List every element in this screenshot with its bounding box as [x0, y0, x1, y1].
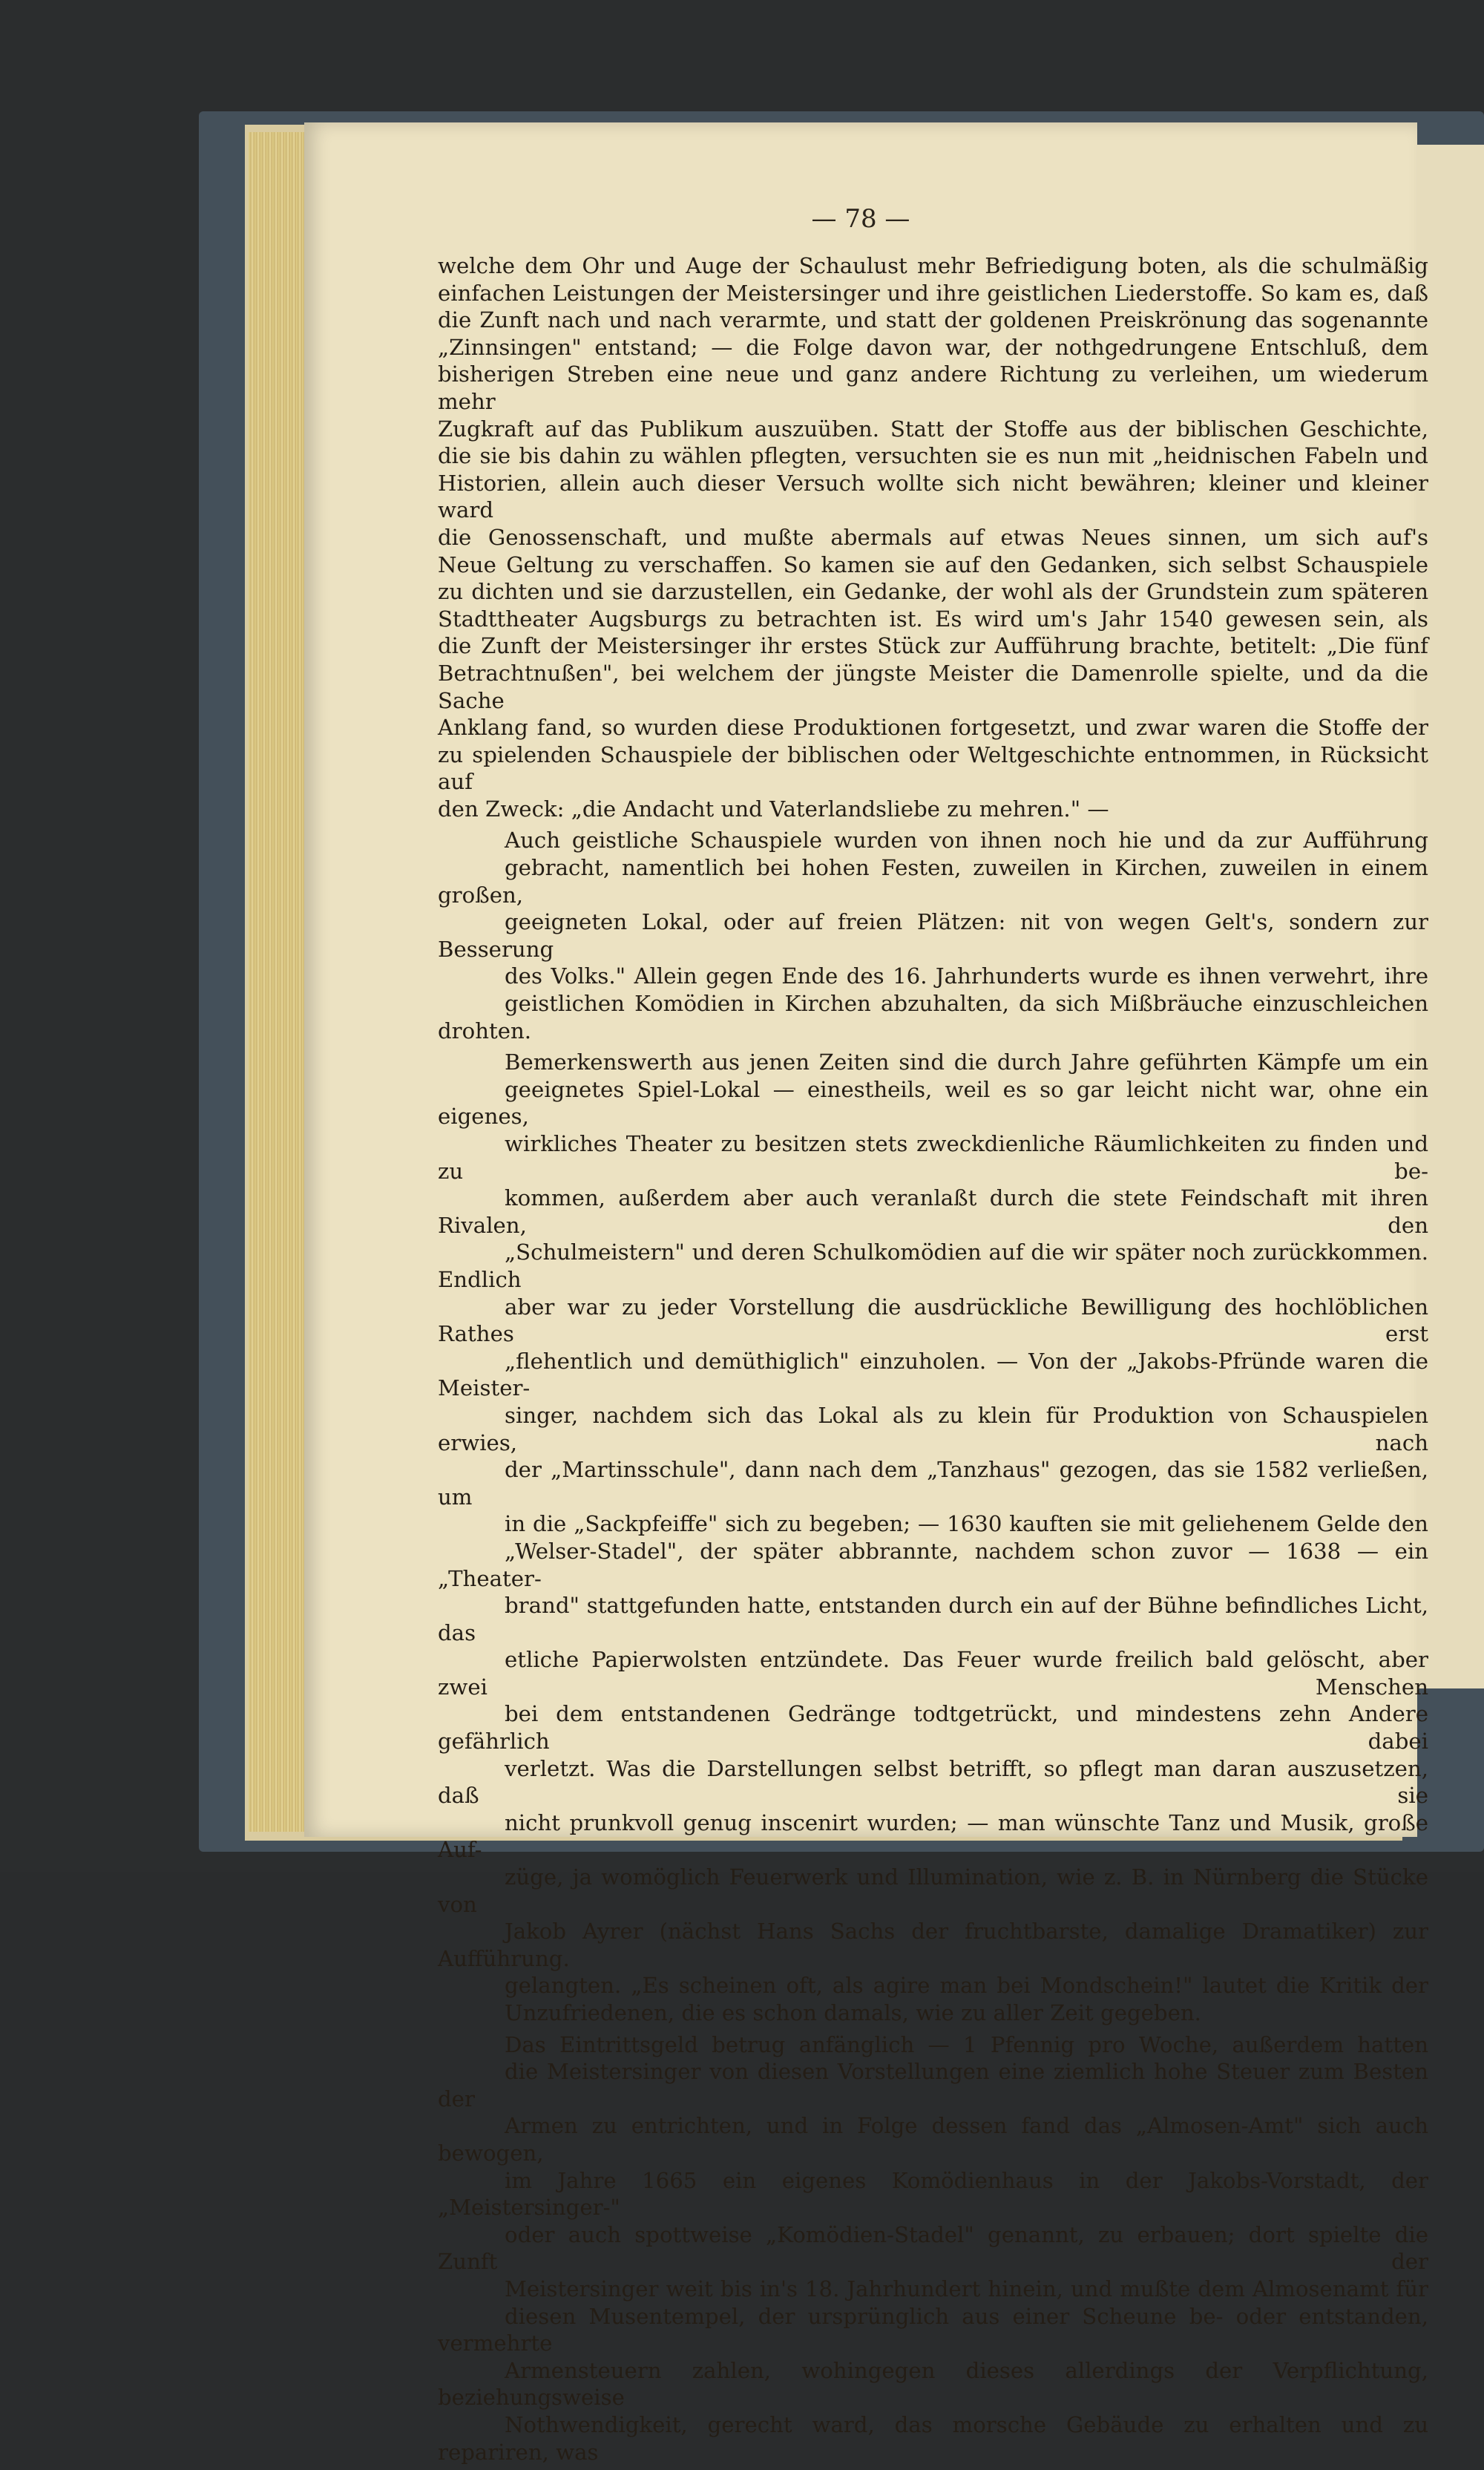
text-line: züge, ja womöglich Feuerwerk und Illumination, wie z. B. in Nürnberg die Stücke von: [438, 1864, 1428, 1917]
text-line: wirkliches Theater zu besitzen stets zweckdienliche Räumlichkeiten zu finden und zu be-: [438, 1131, 1428, 1184]
text-line: welche dem Ohr und Auge der Schaulust mehr Befriedigung boten, als die schulmäßig: [438, 253, 1428, 278]
text-line: „Zinnsingen" entstand; — die Folge davon war, der nothgedrungene Entschluß, dem: [438, 334, 1428, 360]
text-line: Armensteuern zahlen, wohingegen dieses allerdings der Verpflichtung, beziehungsweise: [438, 2357, 1428, 2411]
text-line: in die „Sackpfeiffe" sich zu begeben; — 1630 kauften sie mit geliehenem Gelde den: [505, 1511, 1428, 1537]
text-line: geeignetes Spiel-Lokal — einestheils, weil es so gar leicht nicht war, ohne ein eigenes,: [438, 1076, 1428, 1130]
text-line: Auch geistliche Schauspiele wurden von ihnen noch hie und da zur Aufführung: [505, 828, 1428, 854]
text-line: Meistersinger weit bis in's 18. Jahrhundert hinein, und mußte dem Almosenamt für: [505, 2276, 1428, 2302]
text-line: aber war zu jeder Vorstellung die ausdrückliche Bewilligung des hochlöblichen Rathes erst: [438, 1294, 1428, 1347]
text-line: verletzt. Was die Darstellungen selbst betrifft, so pflegt man daran auszusetzen, daß sie: [438, 1755, 1428, 1809]
text-line: Unzufriedenen, die es schon damals, wie zu aller Zeit gegeben.: [505, 2000, 1201, 2025]
text-line: geeigneten Lokal, oder auf freien Plätzen: nit von wegen Gelt's, sondern zur Besserung: [438, 909, 1428, 962]
text-line: oder auch spottweise „Komödien-Stadel" genannt, zu erbauen; dort spielte die Zunft der: [438, 2221, 1428, 2275]
text-line: „flehentlich und demüthiglich" einzuholen. — Von der „Jakobs-Pfründe waren die Meister-: [438, 1348, 1428, 1401]
text-line: Nothwendigkeit, gerecht ward, das morsche Gebäude zu erhalten und zu repariren, was: [438, 2411, 1428, 2465]
text-line: brand" stattgefunden hatte, entstanden durch ein auf der Bühne befindliches Licht, das: [438, 1593, 1428, 1645]
text-line: die Zunft der Meistersinger ihr erstes Stück zur Aufführung brachte, betitelt: „Die fünf: [438, 633, 1428, 659]
text-line: die Meistersinger von diesen Vorstellungen eine ziemlich hohe Steuer zum Besten der: [438, 2059, 1428, 2112]
text-line: die Zunft nach und nach verarmte, und statt der goldenen Preiskrönung das sogenannte: [438, 307, 1428, 333]
text-line: etliche Papierwolsten entzündete. Das Feuer wurde freilich bald gelöscht, aber zwei Menschen: [438, 1647, 1428, 1700]
text-line: die sie bis dahin zu wählen pflegten, versuchten sie es nun mit „heidnischen Fabeln und: [438, 443, 1428, 469]
text-line: geistlichen Komödien in Kirchen abzuhalten, da sich Mißbräuche einzuschleichen drohten.: [438, 991, 1428, 1044]
text-line: im Jahre 1665 ein eigenes Komödienhaus in der Jakobs-Vorstadt, der „Meistersinger-": [438, 2167, 1428, 2221]
text-line: Historien, allein auch dieser Versuch wollte sich nicht bewähren; kleiner und kleiner ward: [438, 470, 1428, 523]
text-line: die Genossenschaft, und mußte abermals auf etwas Neues sinnen, um sich auf's: [438, 524, 1428, 550]
text-line: gebracht, namentlich bei hohen Festen, zuweilen in Kirchen, zuweilen in einem großen,: [438, 855, 1428, 908]
text-line: einfachen Leistungen der Meistersinger und ihre geistlichen Liederstoffe. So kam es, daß: [438, 280, 1428, 306]
text-line: diesen Musentempel, der ursprünglich aus einer Scheune be- oder entstanden, vermehrte: [438, 2303, 1428, 2356]
page-text: [438, 252, 1428, 2470]
text-line: zu spielenden Schauspiele der biblischen oder Weltgeschichte entnommen, in Rücksicht auf: [438, 741, 1428, 795]
text-line: Anklang fand, so wurden diese Produktionen fortgesetzt, und zwar waren die Stoffe der: [438, 715, 1428, 741]
text-line: Neue Geltung zu verschaffen. So kamen sie auf den Gedanken, sich selbst Schauspiele: [438, 551, 1428, 577]
text-line: Das Eintrittsgeld betrug anfänglich — 1 Pfennig pro Woche, außerdem hatten: [505, 2031, 1428, 2057]
text-line: kommen, außerdem aber auch veranlaßt durch die stete Feindschaft mit ihren Rivalen, den: [438, 1185, 1428, 1238]
text-line: Armen zu entrichten, und in Folge dessen fand das „Almosen-Amt" sich auch bewogen,: [438, 2113, 1428, 2166]
text-line: bisherigen Streben eine neue und ganz andere Richtung zu verleihen, um wiederum mehr: [438, 361, 1428, 414]
text-line: nicht prunkvoll genug inscenirt wurden; — man wünschte Tanz und Musik, große Auf-: [438, 1809, 1428, 1863]
paragraph: [438, 827, 1428, 1044]
book-page: [304, 122, 1428, 2465]
text-line: singer, nachdem sich das Lokal als zu klein für Produktion von Schauspielen erwies, nach: [438, 1402, 1428, 1455]
text-line: „Welser-Stadel", der später abbrannte, nachdem schon zuvor — 1638 — ein „Theater-: [438, 1538, 1428, 1591]
text-line: zu dichten und sie darzustellen, ein Gedanke, der wohl als der Grundstein zum späteren: [438, 579, 1428, 605]
text-line: den Zweck: „die Andacht und Vaterlandsliebe zu mehren." —: [438, 796, 1109, 822]
text-line: „Schulmeistern" und deren Schulkomödien auf die wir später noch zurückkommen. Endlich: [438, 1239, 1428, 1292]
text-line: der „Martinsschule", dann nach dem „Tanzhaus" gezogen, das sie 1582 verließen, um: [438, 1457, 1428, 1510]
text-line: bei dem entstandenen Gedränge todtgetrückt, und mindestens zehn Andere gefährlich dabei: [438, 1701, 1428, 1755]
paragraph: [438, 1049, 1428, 2026]
text-line: Betrachtnußen", bei welchem der jüngste Meister die Damenrolle spielte, und da die Sache: [438, 660, 1428, 713]
paragraph: [438, 252, 1428, 822]
paragraph: [438, 2031, 1428, 2466]
page-number: — 78 —: [811, 204, 910, 234]
text-line: Stadttheater Augsburgs zu betrachten ist. Es wird um's Jahr 1540 gewesen sein, als: [438, 606, 1428, 632]
text-line: Bemerkenswerth aus jenen Zeiten sind die durch Jahre geführten Kämpfe um ein: [505, 1049, 1428, 1075]
text-line: Zugkraft auf das Publikum auszuüben. Statt der Stoffe aus der biblischen Geschichte,: [438, 416, 1428, 442]
text-line: des Volks." Allein gegen Ende des 16. Jahrhunderts wurde es ihnen verwehrt, ihre: [505, 963, 1428, 989]
text-line: Jakob Ayrer (nächst Hans Sachs der fruchtbarste, damalige Dramatiker) zur Aufführung.: [438, 1919, 1428, 1971]
text-line: gelangten. „Es scheinen oft, als agire man bei Mondschein!" lautet die Kritik der: [505, 1973, 1428, 1999]
